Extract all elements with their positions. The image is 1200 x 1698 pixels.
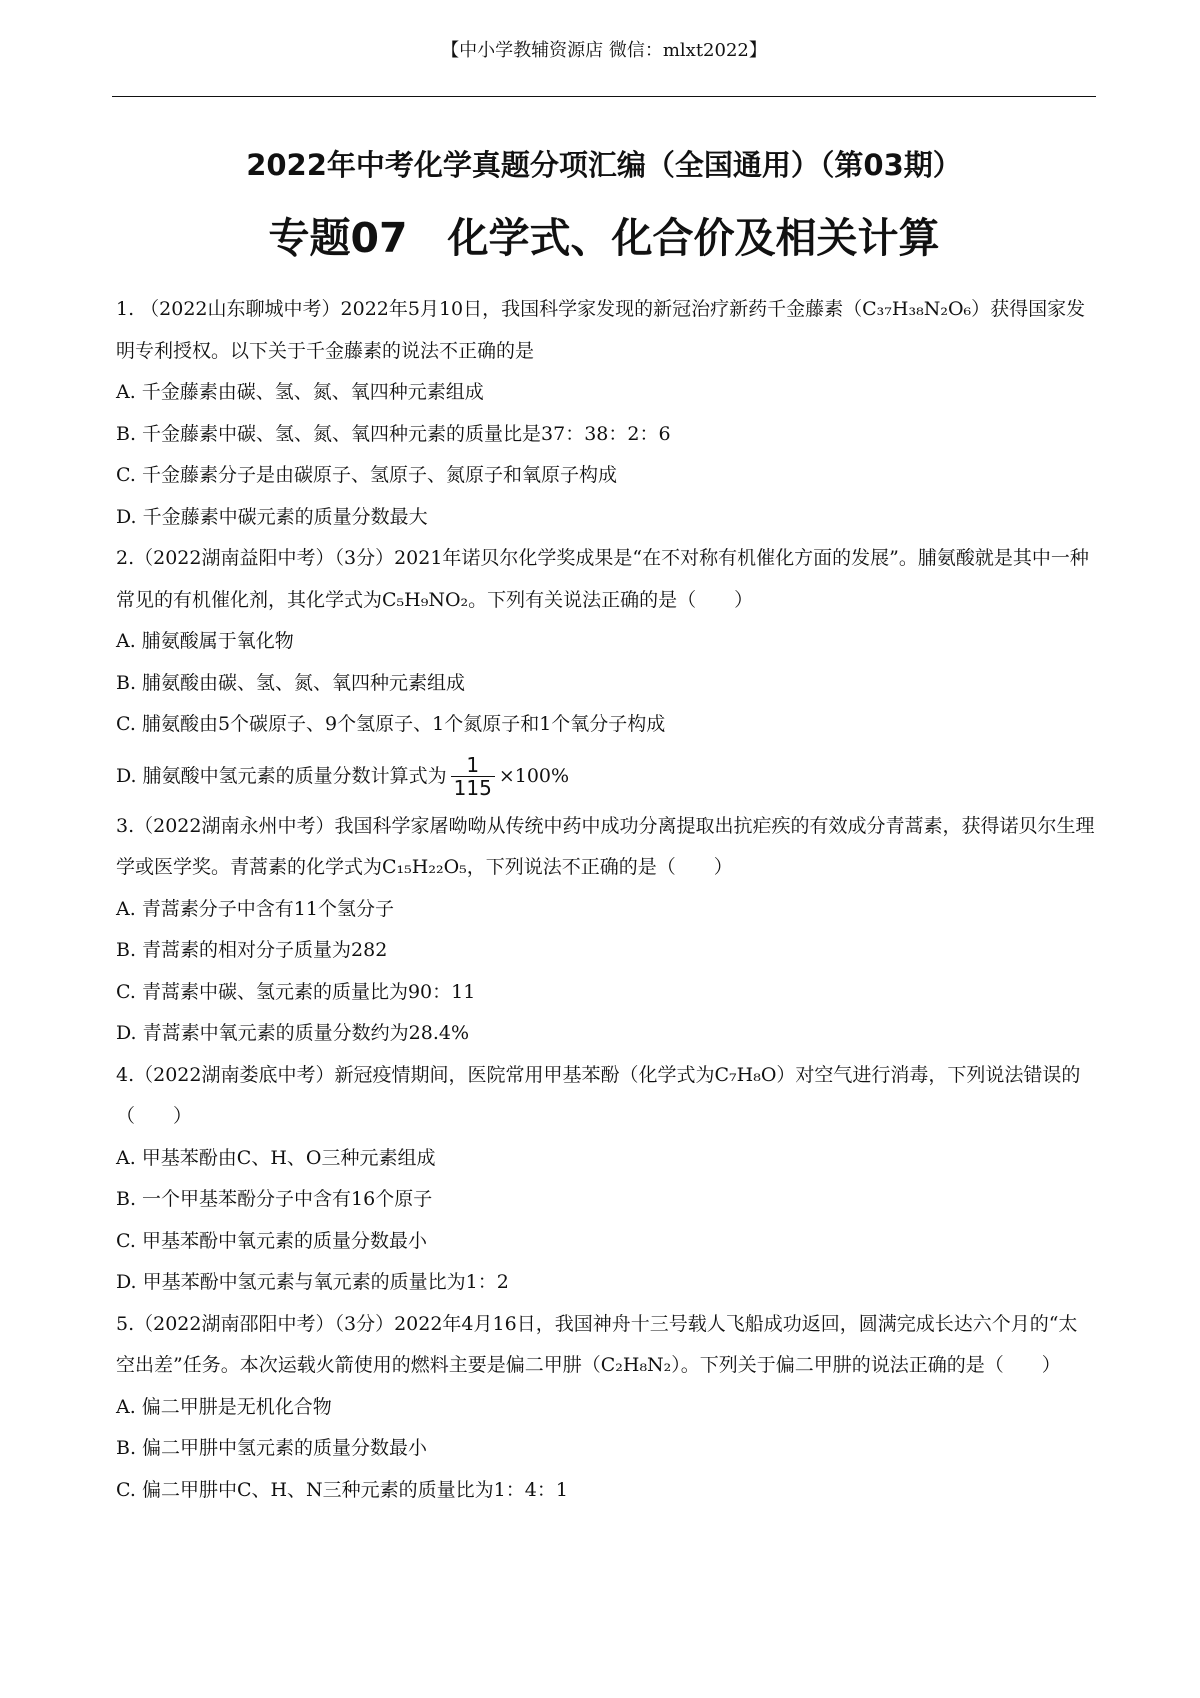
question-stem: 3.（2022湖南永州中考）我国科学家屠呦呦从传统中药中成功分离提取出抗疟疾的有效成分青蒿素，获得诺贝尔生理学或医学奖。青蒿素的化学式为C₁₅H₂₂O₅，下列说法不正确的是（ ）: [116, 814, 1095, 878]
topic-number: 专题07: [268, 214, 408, 262]
question-stem: 2.（2022湖南益阳中考）（3分）2021年诺贝尔化学奖成果是“在不对称有机催化方面的发展”。脯氨酸就是其中一种常见的有机催化剂，其化学式为C₅H₉NO₂。下列有关说法正确的是（ ）: [116, 547, 1089, 611]
option-d: D. 千金藤素中碳元素的质量分数最大: [116, 505, 428, 528]
question-2: [116, 538, 1096, 806]
option-b: B. 青蒿素的相对分子质量为282: [116, 939, 388, 961]
question-stem: 5.（2022湖南邵阳中考）（3分）2022年4月16日，我国神舟十三号载人飞船成功返回，圆满完成长达六个月的“太空出差”任务。本次运载火箭使用的燃料主要是偏二甲肼（C₂H₈N₂）。下列关于偏二甲肼的说法正确的是（ ）: [116, 1312, 1078, 1376]
option-b: B. 偏二甲肼中氢元素的质量分数最小: [116, 1437, 428, 1459]
topic-name: 化学式、化合价及相关计算: [447, 214, 940, 262]
option-c: C. 甲基苯酚中氧元素的质量分数最小: [116, 1229, 427, 1252]
option-c: C. 脯氨酸由5个碳原子、9个氢原子、1个氮原子和1个氧分子构成: [116, 713, 666, 735]
option-a: A. 甲基苯酚由C、H、O三种元素组成: [116, 1146, 436, 1169]
option-d-prefix: D. 脯氨酸中氢元素的质量分数计算式为: [116, 764, 447, 787]
option-d-suffix: ×100%: [498, 764, 570, 787]
option-c: C. 青蒿素中碳、氢元素的质量比为90：11: [116, 980, 476, 1003]
document-title: 2022年中考化学真题分项汇编（全国通用）（第03期）: [246, 148, 962, 182]
question-list: [116, 289, 1096, 1511]
option-d: D. 青蒿素中氧元素的质量分数约为28.4%: [116, 1022, 469, 1044]
option-b: B. 一个甲基苯酚分子中含有16个原子: [116, 1188, 433, 1210]
option-d: [116, 746, 1096, 806]
fraction-numerator: 1: [451, 754, 495, 777]
question-3: [116, 806, 1096, 1055]
question-stem: 1. （2022山东聊城中考）2022年5月10日，我国科学家发现的新冠治疗新药千金藤素（C₃₇H₃₈N₂O₆）获得国家发明专利授权。以下关于千金藤素的说法不正确的是: [116, 298, 1086, 362]
question-1: [116, 289, 1096, 538]
option-a: A. 脯氨酸属于氧化物: [116, 630, 294, 652]
page-header: 【中小学教辅资源店 微信：mlxt2022】: [441, 40, 767, 61]
option-c: C. 偏二甲肼中C、H、N三种元素的质量比为1：4：1: [116, 1478, 568, 1501]
fraction-denominator: 115: [453, 776, 492, 800]
option-a: A. 青蒿素分子中含有11个氢分子: [116, 897, 394, 920]
question-4: [116, 1055, 1096, 1304]
option-a: A. 偏二甲肼是无机化合物: [116, 1395, 332, 1418]
option-b: B. 脯氨酸由碳、氢、氮、氧四种元素组成: [116, 671, 466, 694]
header-divider: [112, 96, 1096, 97]
option-a: A. 千金藤素由碳、氢、氮、氧四种元素组成: [116, 381, 484, 403]
question-5: [116, 1304, 1096, 1512]
fraction: [451, 754, 495, 799]
option-c: C. 千金藤素分子是由碳原子、氢原子、氮原子和氧原子构成: [116, 464, 617, 486]
topic-title: [112, 210, 1096, 266]
question-stem: 4.（2022湖南娄底中考）新冠疫情期间，医院常用甲基苯酚（化学式为C₇H₈O）对空气进行消毒，下列说法错误的（ ）: [116, 1063, 1081, 1127]
option-d: D. 甲基苯酚中氢元素与氧元素的质量比为1：2: [116, 1271, 509, 1293]
option-b: B. 千金藤素中碳、氢、氮、氧四种元素的质量比是37：38：2：6: [116, 422, 671, 445]
